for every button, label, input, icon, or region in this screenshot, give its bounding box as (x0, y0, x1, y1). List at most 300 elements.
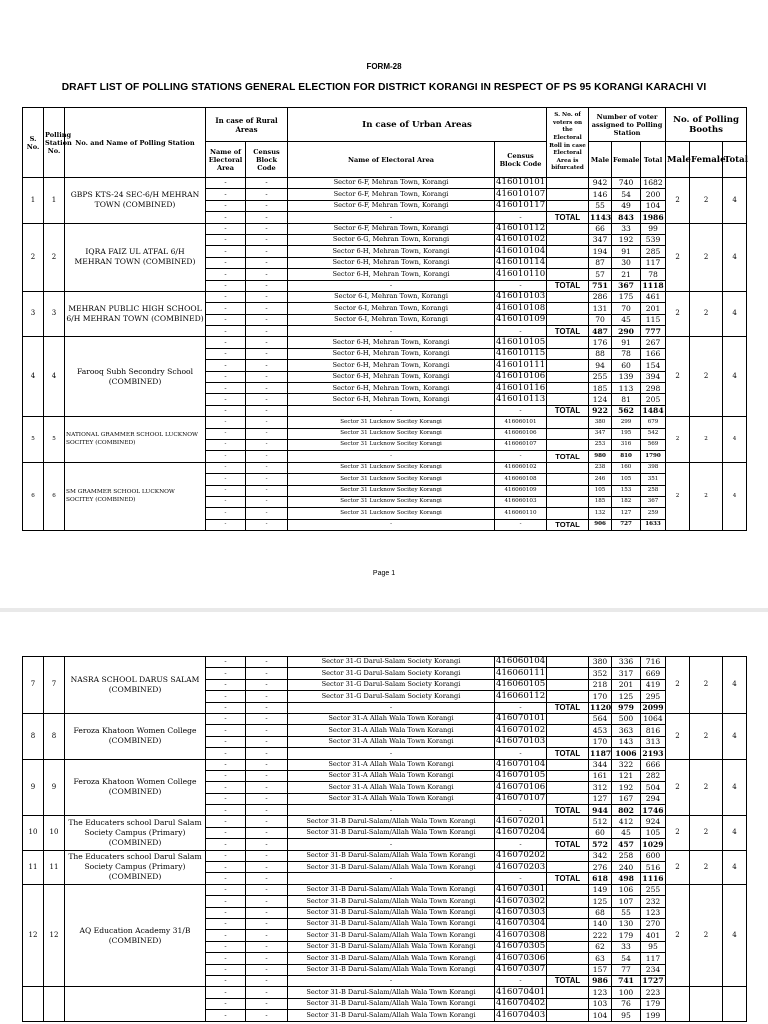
rural-census-cell: - (246, 975, 288, 986)
polling-station-no: 10 (44, 816, 65, 850)
bifurcated-cell (547, 314, 589, 325)
electoral-area-cell: Sector 31-A Allah Wala Town Korangi (288, 782, 495, 793)
rural-census-cell: - (246, 953, 288, 964)
total-voters-total: 2193 (642, 748, 664, 758)
total-voters-cell: 205 (641, 394, 666, 405)
male-voters-cell: 140 (589, 918, 612, 929)
male-voters-cell: 344 (589, 759, 612, 770)
female-voters-cell: 299 (612, 417, 641, 428)
rural-area-cell: - (206, 907, 246, 918)
female-voters-cell: 121 (612, 770, 641, 781)
total-voters-cell: 313 (641, 736, 666, 747)
rural-area-cell: - (206, 998, 246, 1009)
rural-area-cell: - (206, 508, 246, 519)
census-block-code-cell: 416070403 (496, 1009, 546, 1020)
bifurcated-cell (547, 496, 589, 507)
census-block-code-cell: 416010106 (496, 371, 546, 382)
booths-female: 2 (690, 462, 723, 530)
bifurcated-cell (547, 1010, 589, 1021)
col-rural-census: Census Block Code (246, 142, 288, 178)
census-block-code-cell: 416070107 (496, 793, 546, 804)
total-voters-cell: 166 (641, 348, 666, 359)
rural-census-cell: - (246, 405, 288, 416)
rural-census-cell: - (246, 827, 288, 838)
electoral-area-cell: - (288, 805, 495, 816)
rural-area-cell: - (206, 691, 246, 702)
rural-area-cell: - (206, 918, 246, 929)
total-voters-cell: 294 (641, 793, 666, 804)
rural-census-cell: - (246, 496, 288, 507)
polling-station-no: 11 (44, 850, 65, 884)
female-voters-cell: 363 (612, 725, 641, 736)
bifurcated-cell (547, 200, 589, 211)
electoral-area-cell: Sector 31-G Darul-Salam Society Korangi (288, 668, 495, 679)
total-voters-cell: 401 (641, 930, 666, 941)
total-label: TOTAL (547, 805, 589, 816)
electoral-area-cell: Sector 6-H, Mehran Town, Korangi (288, 246, 495, 257)
page-number: Page 1 (372, 570, 396, 577)
male-voters-cell: 87 (589, 257, 612, 268)
total-label: TOTAL (547, 748, 589, 759)
male-voters-cell: 157 (589, 964, 612, 975)
electoral-area-cell: Sector 31-B Darul-Salam/Allah Wala Town Korangi (288, 862, 495, 873)
female-voters-cell: 70 (612, 303, 641, 314)
census-block-code-cell: 416070204 (496, 827, 546, 838)
rural-area-cell: - (206, 223, 246, 234)
total-voters-cell: 679 (641, 417, 666, 428)
table-body-page-2 (23, 657, 747, 1022)
total-label: TOTAL (547, 326, 589, 337)
census-block-code-cell: 416060109 (495, 485, 547, 496)
female-voters-cell: 77 (612, 964, 641, 975)
electoral-area-cell: Sector 31-B Darul-Salam/Allah Wala Town Korangi (288, 998, 495, 1009)
female-voters-cell: 49 (612, 200, 641, 211)
male-voters-cell: 104 (589, 1010, 612, 1021)
total-voters-cell: 154 (641, 360, 666, 371)
total-voters-cell: 223 (641, 987, 666, 998)
bifurcated-cell (547, 725, 589, 736)
polling-station-name: GBPS KTS-24 SEC-6/H MEHRAN TOWN (COMBINED) (65, 178, 206, 224)
male-voters-cell: 161 (589, 770, 612, 781)
polling-station-no: 3 (44, 291, 65, 337)
booths-male: 2 (666, 884, 690, 987)
male-voters-total: 980 (589, 451, 612, 462)
male-voters-total: 572 (589, 839, 612, 850)
booths-total: 4 (723, 223, 747, 291)
rural-area-cell: - (206, 702, 246, 713)
bifurcated-cell (547, 439, 589, 450)
female-voters-cell: 500 (612, 713, 641, 724)
female-voters-cell: 21 (612, 269, 641, 280)
total-voters-total: 2099 (642, 703, 664, 713)
female-voters-cell: 107 (612, 896, 641, 907)
bifurcated-cell (547, 428, 589, 439)
electoral-area-cell: Sector 31-A Allah Wala Town Korangi (288, 725, 495, 736)
census-block-code-cell: 416070401 (496, 986, 546, 997)
electoral-area-cell: Sector 6-I, Mehran Town, Korangi (288, 303, 495, 314)
male-voters-cell: 103 (589, 998, 612, 1009)
rural-area-cell: - (206, 383, 246, 394)
rural-area-cell: - (206, 485, 246, 496)
station-serial-no: 1 (23, 178, 44, 224)
total-voters-cell: 201 (641, 303, 666, 314)
booths-male: 2 (666, 178, 690, 224)
male-voters-cell: 55 (589, 200, 612, 211)
rural-area-cell: - (206, 303, 246, 314)
col-urban-census: Census Block Code (495, 142, 547, 178)
total-voters-total: 1116 (642, 873, 664, 883)
male-voters-cell: 380 (589, 657, 612, 668)
male-voters-cell: 564 (589, 713, 612, 724)
booths-total: 4 (723, 759, 747, 816)
table-row (23, 337, 747, 348)
rural-census-cell: - (246, 246, 288, 257)
census-block-code-cell: 416060112 (496, 690, 546, 701)
total-voters-cell: 255 (641, 884, 666, 895)
male-voters-cell: 66 (589, 223, 612, 234)
electoral-area-cell: Sector 6-F, Mehran Town, Korangi (288, 200, 495, 211)
document-page-2 (0, 612, 768, 1024)
male-voters-cell: 124 (589, 394, 612, 405)
female-voters-cell: 55 (612, 907, 641, 918)
rural-area-cell: - (206, 212, 246, 223)
table-row (23, 657, 747, 668)
total-voters-cell: 117 (641, 257, 666, 268)
total-voters-cell: 924 (641, 816, 666, 827)
rural-census-cell: - (246, 896, 288, 907)
rural-census-cell: - (246, 428, 288, 439)
census-block-code-cell: 416060102 (495, 462, 547, 473)
male-voters-cell: 57 (589, 269, 612, 280)
total-label: TOTAL (547, 212, 589, 223)
booths-total (723, 987, 747, 1021)
table-row (23, 850, 747, 861)
bifurcated-cell (547, 896, 589, 907)
booths-female: 2 (690, 713, 723, 759)
table-row (23, 178, 747, 189)
polling-station-name: SM GRAMMER SCHOOL LUCKNOW SOCITEY (COMBINED) (65, 462, 206, 530)
census-block-code-cell: 416070106 (496, 781, 546, 792)
rural-area-cell: - (206, 759, 246, 770)
rural-area-cell: - (206, 827, 246, 838)
bifurcated-cell (547, 884, 589, 895)
female-voters-cell: 182 (612, 496, 641, 507)
male-voters-cell: 218 (589, 679, 612, 690)
total-voters-cell: 1682 (641, 178, 666, 189)
census-block-code-cell: - (495, 873, 547, 884)
total-voters-cell: 285 (641, 246, 666, 257)
rural-area-cell: - (206, 793, 246, 804)
electoral-area-cell: Sector 6-H, Mehran Town, Korangi (288, 337, 495, 348)
male-voters-cell: 255 (589, 371, 612, 382)
male-voters-total: 618 (589, 873, 612, 884)
total-voters-total: 777 (641, 326, 666, 337)
female-voters-cell: 412 (612, 816, 641, 827)
rural-census-cell: - (246, 451, 288, 462)
rural-area-cell: - (206, 417, 246, 428)
bifurcated-cell (547, 827, 589, 838)
electoral-area-cell: - (288, 405, 495, 416)
booths-female: 2 (690, 178, 723, 224)
booths-male: 2 (666, 713, 690, 759)
station-serial-no: 5 (23, 417, 44, 463)
census-block-code-cell: 416010105 (496, 336, 546, 347)
total-voters-total: 1029 (642, 839, 664, 849)
electoral-area-cell: - (288, 280, 495, 291)
census-block-code-cell: 416060101 (495, 417, 547, 428)
female-voters-cell: 195 (612, 428, 641, 439)
male-voters-total: 906 (589, 519, 612, 530)
female-voters-cell: 153 (612, 485, 641, 496)
total-voters-cell: 716 (641, 657, 666, 668)
rural-area-cell: - (206, 326, 246, 337)
electoral-area-cell: - (288, 748, 495, 759)
table-row (23, 462, 747, 473)
census-block-code-cell: 416060103 (495, 496, 547, 507)
census-block-code-cell: 416010104 (496, 245, 546, 256)
total-voters-cell: 816 (641, 725, 666, 736)
census-block-code-cell: 416070301 (496, 884, 546, 895)
total-voters-total: 1746 (642, 805, 664, 815)
female-voters-cell: 54 (612, 953, 641, 964)
polling-station-no: 5 (44, 417, 65, 463)
electoral-area-cell: Sector 31 Lucknow Socitey Korangi (288, 496, 495, 507)
rural-area-cell: - (206, 291, 246, 302)
booths-female: 2 (690, 850, 723, 884)
rural-census-cell: - (246, 862, 288, 873)
bifurcated-cell (547, 383, 589, 394)
female-voters-total: 741 (612, 975, 641, 986)
rural-census-cell: - (246, 257, 288, 268)
rural-area-cell: - (206, 269, 246, 280)
polling-station-name: The Educaters school Darul Salam Society Campus (Primary) (COMBINED) (65, 850, 206, 884)
total-voters-cell: 105 (641, 827, 666, 838)
total-voters-cell: 666 (641, 759, 666, 770)
census-block-code-cell: - (495, 975, 547, 986)
female-voters-cell: 76 (612, 998, 641, 1009)
census-block-code-cell: 416070101 (496, 713, 546, 724)
male-voters-cell: 170 (589, 691, 612, 702)
table-row (23, 417, 747, 428)
rural-area-cell: - (206, 725, 246, 736)
census-block-code-cell: 416010114 (496, 257, 546, 268)
census-block-code-cell: 416010109 (496, 314, 546, 325)
bifurcated-cell (547, 234, 589, 245)
rural-census-cell: - (246, 748, 288, 759)
rural-census-cell: - (246, 759, 288, 770)
rural-census-cell: - (246, 303, 288, 314)
female-voters-cell: 113 (612, 383, 641, 394)
census-block-code-cell: 416070202 (496, 850, 546, 861)
rural-area-cell: - (206, 280, 246, 291)
rural-census-cell: - (246, 702, 288, 713)
census-block-code-cell: - (495, 280, 547, 291)
electoral-area-cell: Sector 6-H, Mehran Town, Korangi (288, 394, 495, 405)
total-voters-cell: 78 (641, 269, 666, 280)
booths-total: 4 (723, 713, 747, 759)
bifurcated-cell (547, 770, 589, 781)
polling-station-no: 8 (44, 713, 65, 759)
bifurcated-cell (547, 930, 589, 941)
rural-census-cell: - (246, 337, 288, 348)
polling-station-name: The Educaters school Darul Salam Society Campus (Primary) (COMBINED) (65, 816, 206, 850)
total-voters-cell: 398 (641, 462, 666, 473)
census-block-code-cell: 416070103 (496, 736, 546, 747)
polling-station-name: AQ Education Academy 31/B (COMBINED) (65, 884, 206, 987)
female-voters-cell: 91 (612, 246, 641, 257)
rural-census-cell: - (246, 657, 288, 668)
booths-female: 2 (690, 291, 723, 337)
male-voters-total: 751 (589, 280, 612, 291)
male-voters-cell: 123 (589, 987, 612, 998)
rural-area-cell: - (206, 496, 246, 507)
female-voters-cell: 317 (612, 668, 641, 679)
col-booth-total: Total (723, 142, 747, 178)
rural-census-cell: - (246, 519, 288, 530)
station-serial-no: 6 (23, 462, 44, 530)
bifurcated-cell (547, 657, 589, 668)
bifurcated-cell (547, 474, 589, 485)
rural-area-cell: - (206, 805, 246, 816)
station-serial-no: 4 (23, 337, 44, 417)
census-block-code-cell: - (495, 702, 547, 713)
rural-census-cell: - (246, 326, 288, 337)
census-block-code-cell: 416010110 (496, 268, 546, 279)
bifurcated-cell (547, 485, 589, 496)
bifurcated-cell (547, 360, 589, 371)
electoral-area-cell: Sector 31-B Darul-Salam/Allah Wala Town Korangi (288, 907, 495, 918)
female-voters-total: 810 (612, 451, 641, 462)
booths-female: 2 (690, 223, 723, 291)
polling-station-no: 2 (44, 223, 65, 291)
rural-area-cell: - (206, 713, 246, 724)
electoral-area-cell: Sector 31-G Darul-Salam Society Korangi (288, 679, 495, 690)
bifurcated-cell (547, 348, 589, 359)
census-block-code-cell: 416010115 (496, 348, 546, 359)
rural-census-cell: - (246, 178, 288, 189)
census-block-code-cell: 416010111 (496, 359, 546, 370)
male-voters-cell: 312 (589, 782, 612, 793)
female-voters-cell: 60 (612, 360, 641, 371)
electoral-area-cell: Sector 6-G, Mehran Town, Korangi (288, 234, 495, 245)
table-row (23, 713, 747, 724)
female-voters-cell: 258 (612, 850, 641, 861)
rural-census-cell: - (246, 485, 288, 496)
rural-area-cell: - (206, 200, 246, 211)
total-voters-cell: 351 (641, 474, 666, 485)
total-voters-cell: 542 (641, 428, 666, 439)
rural-census-cell: - (246, 805, 288, 816)
polling-station-no: 1 (44, 178, 65, 224)
station-serial-no: 12 (23, 884, 44, 987)
male-voters-total: 1187 (590, 748, 612, 758)
census-block-code-cell: 416070203 (496, 861, 546, 872)
rural-area-cell: - (206, 770, 246, 781)
electoral-area-cell: Sector 6-H, Mehran Town, Korangi (288, 257, 495, 268)
bifurcated-cell (547, 953, 589, 964)
bifurcated-cell (547, 303, 589, 314)
male-voters-total: 1120 (590, 703, 612, 713)
rural-area-cell: - (206, 964, 246, 975)
bifurcated-cell (547, 816, 589, 827)
electoral-area-cell: Sector 31-A Allah Wala Town Korangi (288, 713, 495, 724)
total-label: TOTAL (547, 975, 589, 986)
electoral-area-cell: Sector 6-F, Mehran Town, Korangi (288, 178, 495, 189)
rural-census-cell: - (246, 223, 288, 234)
col-male: Male (589, 142, 612, 178)
polling-station-name: NASRA SCHOOL DARUS SALAM (COMBINED) (65, 657, 206, 714)
male-voters-cell: 127 (589, 793, 612, 804)
booths-total: 4 (723, 884, 747, 987)
bifurcated-cell (547, 417, 589, 428)
rural-census-cell: - (246, 417, 288, 428)
rural-census-cell: - (246, 782, 288, 793)
booths-male (666, 987, 690, 1021)
electoral-area-cell: Sector 6-H, Mehran Town, Korangi (288, 269, 495, 280)
rural-area-cell: - (206, 668, 246, 679)
total-voters-total: 1790 (641, 451, 666, 462)
male-voters-cell: 380 (589, 417, 612, 428)
bifurcated-cell (547, 668, 589, 679)
census-block-code-cell: 416010116 (496, 382, 546, 393)
booths-female: 2 (690, 657, 723, 714)
female-voters-cell: 125 (612, 691, 641, 702)
electoral-area-cell: Sector 31-B Darul-Salam/Allah Wala Town Korangi (288, 918, 495, 929)
female-voters-cell: 78 (612, 348, 641, 359)
male-voters-total: 944 (589, 805, 612, 816)
census-block-code-cell: 416070105 (496, 770, 546, 781)
total-voters-cell: 232 (641, 896, 666, 907)
station-serial-no: 10 (23, 816, 44, 850)
rural-area-cell: - (206, 428, 246, 439)
female-voters-cell: 175 (612, 291, 641, 302)
col-urban: In case of Urban Areas (288, 108, 547, 142)
census-block-code-cell: 416060110 (495, 508, 547, 519)
total-voters-total: 1484 (642, 406, 664, 416)
electoral-area-cell: Sector 31 Lucknow Socitey Korangi (288, 485, 495, 496)
male-voters-cell: 253 (589, 439, 612, 450)
male-voters-cell: 347 (589, 428, 612, 439)
bifurcated-cell (547, 759, 589, 770)
rural-area-cell: - (206, 189, 246, 200)
table-row (23, 884, 747, 895)
booths-total: 4 (723, 291, 747, 337)
electoral-area-cell: Sector 31-B Darul-Salam/Allah Wala Town Korangi (288, 896, 495, 907)
female-voters-total: 843 (612, 212, 641, 223)
table-row (23, 223, 747, 234)
total-label: TOTAL (547, 519, 589, 530)
total-voters-cell: 461 (641, 291, 666, 302)
female-voters-cell: 322 (612, 759, 641, 770)
booths-total: 4 (723, 816, 747, 850)
total-voters-cell: 367 (641, 496, 666, 507)
electoral-area-cell: Sector 31-B Darul-Salam/Allah Wala Town Korangi (288, 941, 495, 952)
rural-census-cell: - (246, 371, 288, 382)
rural-census-cell: - (246, 212, 288, 223)
male-voters-cell: 68 (589, 907, 612, 918)
total-voters-cell: 95 (641, 941, 666, 952)
census-block-code-cell: 416070104 (496, 759, 546, 769)
col-sno: S. No. (23, 108, 44, 178)
bifurcated-cell (547, 918, 589, 929)
polling-station-name (65, 987, 206, 1021)
male-voters-cell: 105 (589, 485, 612, 496)
bifurcated-cell (547, 462, 589, 473)
rural-census-cell: - (246, 360, 288, 371)
female-voters-cell: 105 (612, 474, 641, 485)
rural-census-cell: - (246, 713, 288, 724)
electoral-area-cell: Sector 31 Lucknow Socitey Korangi (288, 417, 495, 428)
